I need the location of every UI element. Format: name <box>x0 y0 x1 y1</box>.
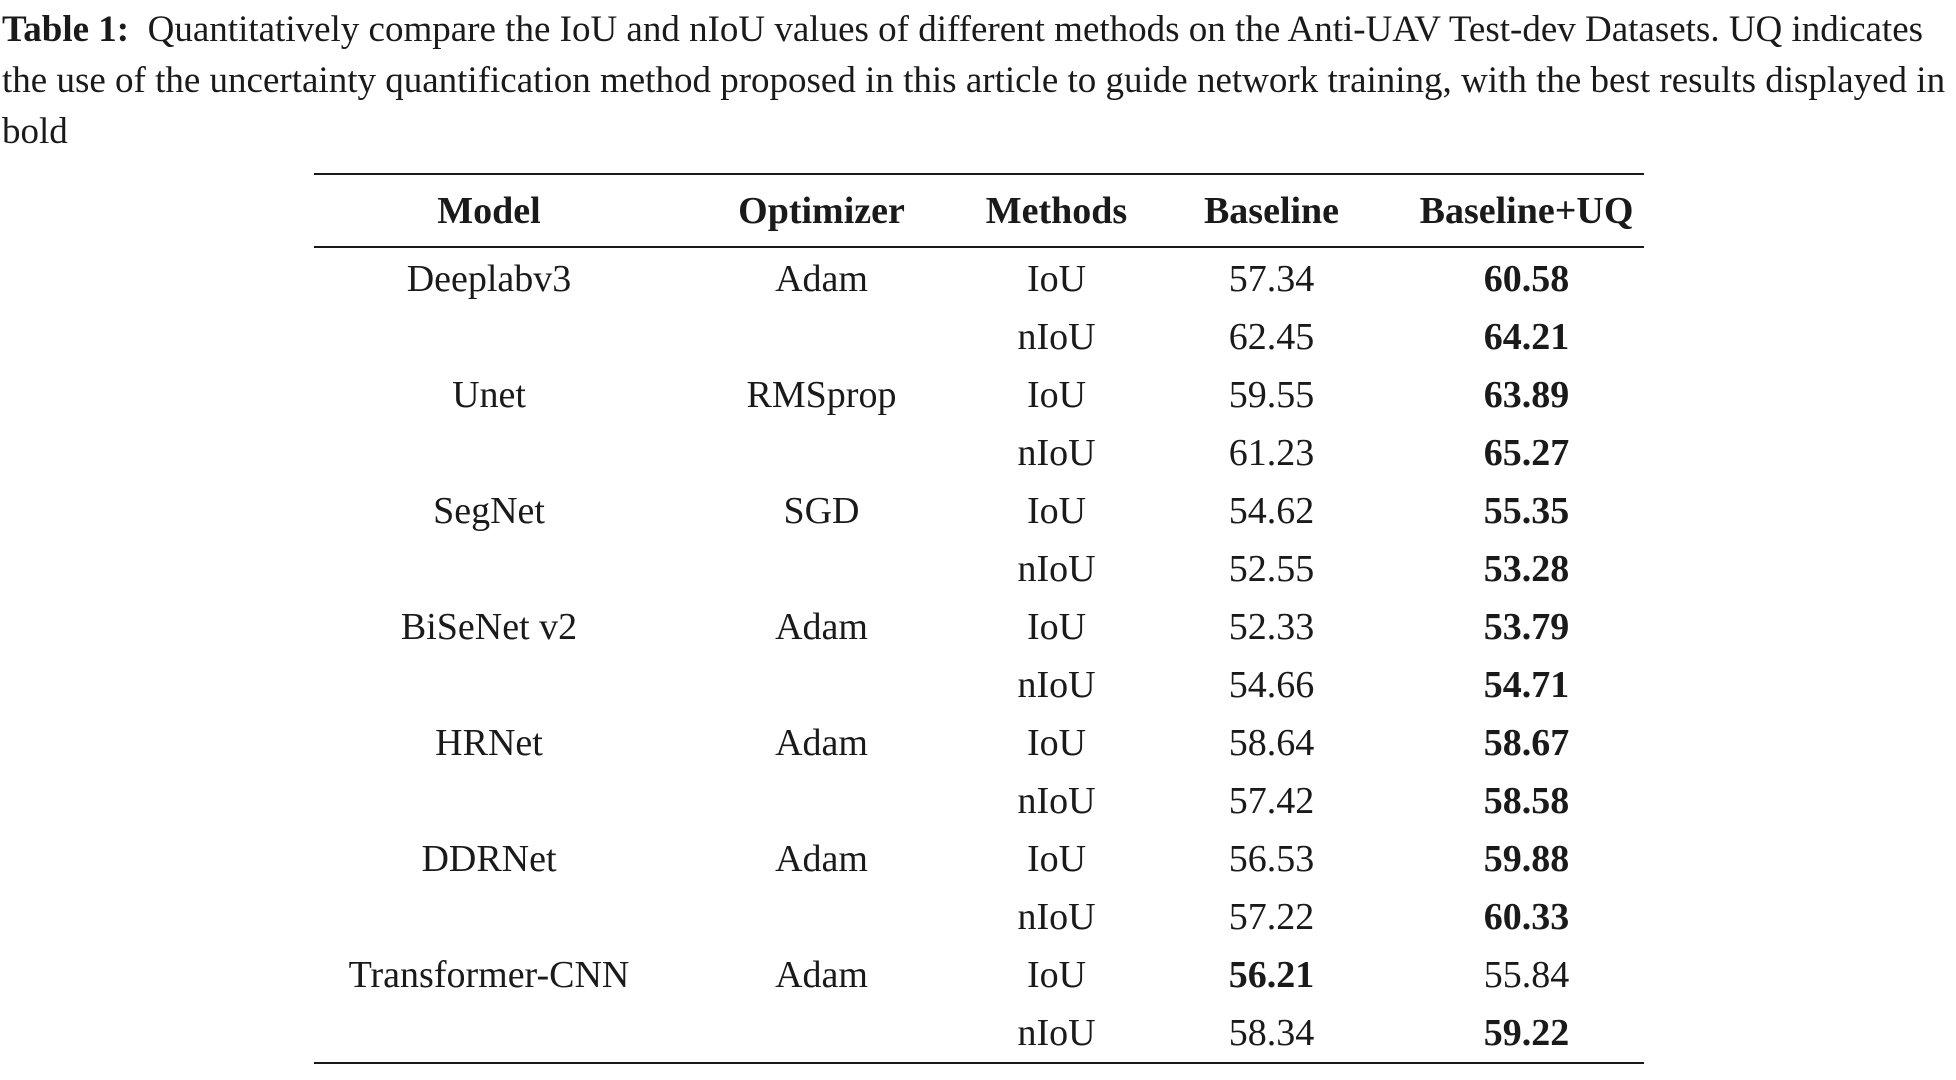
cell-model: Unet <box>452 374 526 416</box>
cell-optimizer <box>664 772 979 830</box>
cell-optimizer <box>664 656 979 714</box>
cell-optimizer: SGD <box>783 490 860 532</box>
cell-baseline: 58.64 <box>1228 722 1315 764</box>
cell-optimizer: Adam <box>775 954 868 996</box>
cell-method: IoU <box>1026 374 1087 416</box>
cell-method: nIoU <box>1017 664 1096 706</box>
results-table <box>314 173 1644 1064</box>
cell-model <box>314 888 664 946</box>
table-row <box>314 366 1644 424</box>
cell-model: Transformer-CNN <box>348 954 630 996</box>
cell-method: IoU <box>1026 606 1087 648</box>
table-row <box>314 308 1644 366</box>
header-baseline-uq: Baseline+UQ <box>1409 174 1644 247</box>
cell-model <box>314 1004 664 1063</box>
cell-baseline-uq: 58.67 <box>1483 722 1570 764</box>
table-caption <box>2 4 1952 157</box>
caption-text: Quantitatively compare the IoU and nIoU values of different methods on the Anti-UAV Test-dev Datasets. UQ indicates the use of the uncertainty quantification method proposed in this article to guide network training, with the best results displayed in bold <box>2 9 1946 152</box>
cell-baseline: 57.34 <box>1228 258 1315 300</box>
cell-baseline-uq: 64.21 <box>1483 316 1570 358</box>
cell-baseline-uq: 59.22 <box>1409 1004 1644 1063</box>
cell-optimizer <box>664 424 979 482</box>
table-row <box>314 540 1644 598</box>
header-optimizer: Optimizer <box>664 174 979 247</box>
results-table-container <box>314 173 1644 1064</box>
cell-baseline-uq: 60.58 <box>1483 258 1570 300</box>
cell-model: HRNet <box>435 722 543 764</box>
cell-model <box>314 424 664 482</box>
cell-baseline: 57.42 <box>1228 780 1315 822</box>
cell-baseline-uq: 55.35 <box>1483 490 1570 532</box>
cell-model <box>314 656 664 714</box>
table-body <box>314 247 1644 1063</box>
cell-baseline-uq: 55.84 <box>1483 954 1570 996</box>
cell-model: BiSeNet v2 <box>400 606 578 648</box>
cell-baseline: 59.55 <box>1228 374 1315 416</box>
cell-baseline: 61.23 <box>1228 432 1315 474</box>
cell-method: IoU <box>1026 954 1087 996</box>
cell-optimizer: Adam <box>775 838 868 880</box>
cell-baseline: 62.45 <box>1228 316 1315 358</box>
header-row <box>314 174 1644 247</box>
cell-method: nIoU <box>979 1004 1134 1063</box>
cell-baseline-uq: 53.79 <box>1483 606 1570 648</box>
header-baseline: Baseline <box>1134 174 1409 247</box>
table-row <box>314 656 1644 714</box>
cell-baseline: 54.62 <box>1228 490 1315 532</box>
table-row <box>314 714 1644 772</box>
table-row <box>314 946 1644 1004</box>
cell-baseline: 58.34 <box>1134 1004 1409 1063</box>
cell-method: nIoU <box>1017 432 1096 474</box>
cell-baseline-uq: 63.89 <box>1483 374 1570 416</box>
cell-optimizer: RMSprop <box>746 374 897 416</box>
header-model: Model <box>314 174 664 247</box>
cell-method: IoU <box>1026 722 1087 764</box>
cell-method: nIoU <box>1017 896 1096 938</box>
cell-method: nIoU <box>1017 316 1096 358</box>
cell-model: DDRNet <box>421 838 557 880</box>
cell-optimizer <box>664 308 979 366</box>
cell-method: IoU <box>1026 838 1087 880</box>
caption-label: Table 1: <box>2 9 130 50</box>
table-row <box>314 772 1644 830</box>
cell-model: Deeplabv3 <box>406 258 572 300</box>
cell-baseline: 56.21 <box>1228 954 1315 996</box>
cell-optimizer: Adam <box>775 258 868 300</box>
cell-optimizer <box>664 888 979 946</box>
table-row <box>314 888 1644 946</box>
cell-model <box>314 772 664 830</box>
table-row <box>314 247 1644 308</box>
table-row <box>314 482 1644 540</box>
cell-optimizer <box>664 1004 979 1063</box>
cell-baseline-uq: 58.58 <box>1483 780 1570 822</box>
table-row <box>314 1004 1644 1063</box>
cell-method: IoU <box>1026 258 1087 300</box>
cell-baseline-uq: 59.88 <box>1483 838 1570 880</box>
header-methods: Methods <box>979 174 1134 247</box>
cell-baseline-uq: 65.27 <box>1483 432 1570 474</box>
table-row <box>314 830 1644 888</box>
cell-baseline: 52.33 <box>1228 606 1315 648</box>
cell-baseline: 52.55 <box>1228 548 1315 590</box>
cell-baseline: 54.66 <box>1228 664 1315 706</box>
cell-optimizer <box>664 540 979 598</box>
cell-method: nIoU <box>1017 548 1096 590</box>
cell-model <box>314 540 664 598</box>
cell-optimizer: Adam <box>775 722 868 764</box>
cell-method: nIoU <box>1017 780 1096 822</box>
cell-baseline: 57.22 <box>1228 896 1315 938</box>
cell-model: SegNet <box>433 490 545 532</box>
cell-baseline: 56.53 <box>1228 838 1315 880</box>
cell-optimizer: Adam <box>775 606 868 648</box>
cell-model <box>314 308 664 366</box>
cell-baseline-uq: 60.33 <box>1483 896 1570 938</box>
cell-method: IoU <box>1026 490 1087 532</box>
table-row <box>314 424 1644 482</box>
cell-baseline-uq: 53.28 <box>1483 548 1570 590</box>
table-row <box>314 598 1644 656</box>
cell-baseline-uq: 54.71 <box>1483 664 1570 706</box>
